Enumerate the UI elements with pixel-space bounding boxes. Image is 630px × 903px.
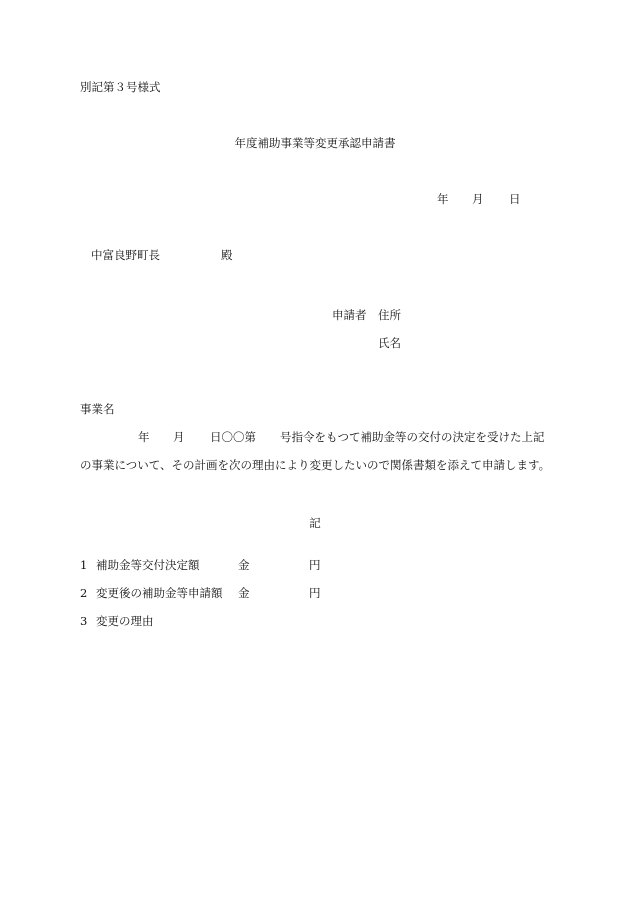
item-label: 変更の理由: [96, 614, 154, 628]
body-line-1: 号指令をもつて補助金等の交付の決定を受けた上記: [280, 430, 545, 444]
document-title: 年度補助事業等変更承認申請書: [234, 136, 396, 150]
name-label: 氏名: [378, 336, 401, 350]
form-id: 別記第３号様式: [80, 80, 161, 94]
body-day-number-label: 日〇〇第: [210, 430, 256, 444]
item-kin-label: 金: [238, 586, 250, 600]
date-month-label: 月: [472, 192, 484, 206]
body-year-label: 年: [138, 430, 150, 444]
item-number: 3: [80, 614, 88, 628]
item-yen-label: 円: [309, 586, 321, 600]
ki-heading: 記: [309, 516, 321, 530]
honorific: 殿: [221, 248, 233, 262]
applicant-label: 申請者: [332, 308, 367, 322]
date-year-label: 年: [437, 192, 449, 206]
body-line-2: の事業について、その計画を次の理由により変更したいので関係書類を添えて申請します。: [80, 458, 551, 472]
item-number: 2: [80, 586, 88, 600]
item-number: 1: [80, 558, 88, 572]
address-label: 住所: [378, 308, 401, 322]
body-month-label: 月: [173, 430, 185, 444]
item-label: 補助金等交付決定額: [96, 558, 200, 572]
item-kin-label: 金: [238, 558, 250, 572]
date-day-label: 日: [509, 192, 521, 206]
item-yen-label: 円: [309, 558, 321, 572]
addressee: 中富良野町長: [91, 248, 160, 262]
item-label: 変更後の補助金等申請額: [96, 586, 223, 600]
project-name-label: 事業名: [80, 402, 115, 416]
